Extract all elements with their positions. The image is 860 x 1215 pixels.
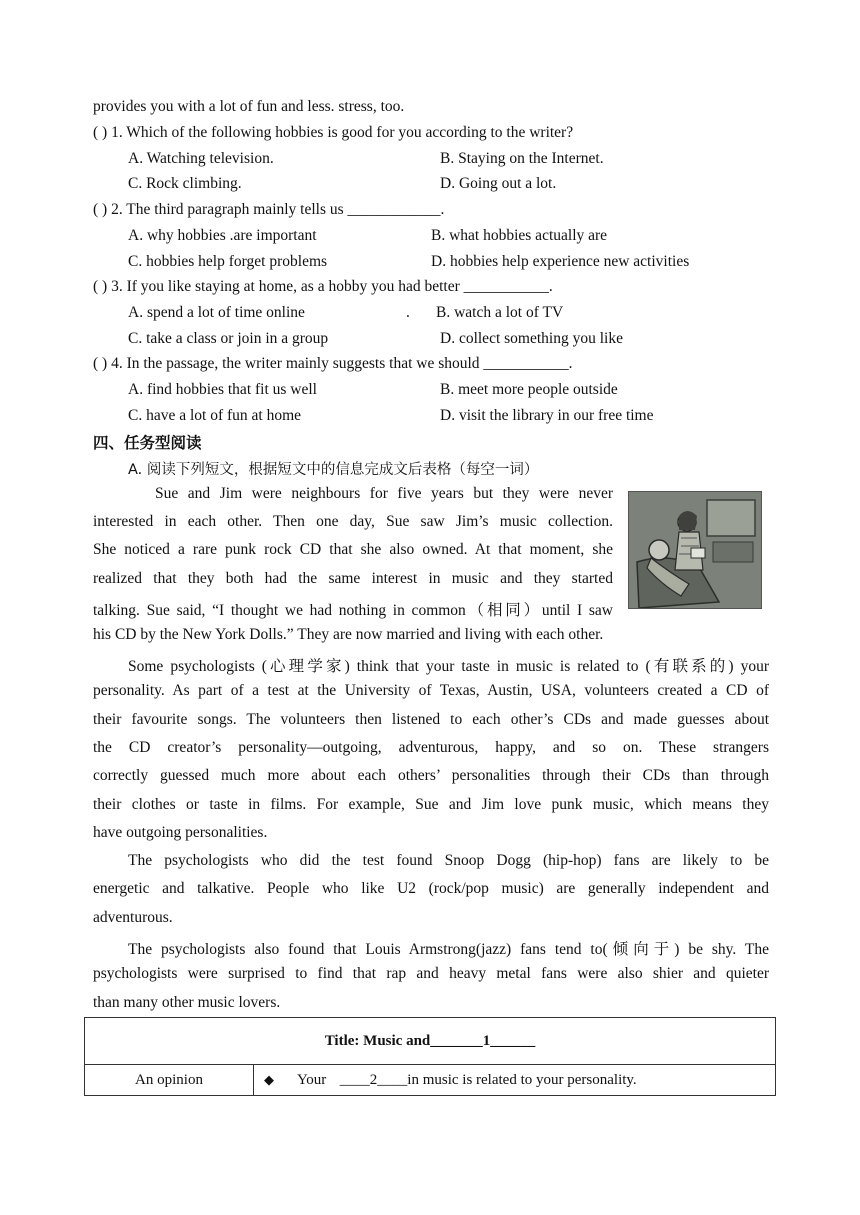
table-title xyxy=(85,1018,776,1065)
question-stem: ( ) 3. If you like staying at home, as a hobby you had better ___________. xyxy=(93,278,553,295)
option-a: A. spend a lot of time online xyxy=(128,304,305,321)
task-table xyxy=(84,1017,776,1096)
option-b: B. watch a lot of TV xyxy=(436,304,564,321)
option-b: B. what hobbies actually are xyxy=(431,227,608,244)
row-text-before: Your xyxy=(296,1071,327,1088)
passage-line: Sue and Jim were neighbours for five years but they were never xyxy=(155,485,613,502)
bullet-icon: ◆ xyxy=(264,1072,274,1088)
option-d: D. Going out a lot. xyxy=(440,175,557,192)
blank-1: _______1______ xyxy=(430,1032,536,1049)
question-stem: ( ) 4. In the passage, the writer mainly suggests that we should ___________. xyxy=(93,355,573,372)
passage-line: adventurous. xyxy=(93,909,173,926)
question-stem: ( ) 1. Which of the following hobbies is good for you according to the writer? xyxy=(93,124,574,141)
question-stem: ( ) 2. The third paragraph mainly tells us ____________. xyxy=(93,201,445,218)
stray-mark: . xyxy=(406,304,410,321)
passage-line: Some psychologists (心理学家) think that your taste in music is related to (有联系的) your xyxy=(128,658,769,675)
passage-line: correctly guessed much more about each others’ personalities through their CDs than through xyxy=(93,767,769,784)
option-c: C. have a lot of fun at home xyxy=(128,407,302,424)
option-c: C. take a class or join in a group xyxy=(128,330,329,347)
passage-line: She noticed a rare punk rock CD that she also owned. At that moment, she xyxy=(93,541,613,558)
intro-tail: provides you with a lot of fun and less. stress, too. xyxy=(93,98,405,115)
passage-line: realized that they both had the same interest in music and they started xyxy=(93,570,613,587)
blank-2: ____2____ xyxy=(339,1071,408,1088)
passage-line: have outgoing personalities. xyxy=(93,824,268,841)
passage-line: than many other music lovers. xyxy=(93,994,281,1011)
passage-line: their favourite songs. The volunteers then listened to each other’s CDs and made guesses about xyxy=(93,711,769,728)
section-title: 四、任务型阅读 xyxy=(93,434,202,452)
passage-line: The psychologists also found that Louis Armstrong(jazz) fans tend to(倾向于) be shy. The xyxy=(128,941,769,958)
option-d: D. hobbies help experience new activities xyxy=(431,253,690,270)
option-c: C. Rock climbing. xyxy=(128,175,242,192)
option-d: D. visit the library in our free time xyxy=(440,407,654,424)
option-a: A. find hobbies that fit us well xyxy=(128,381,317,398)
row-content-cell xyxy=(254,1065,776,1096)
option-c: C. hobbies help forget problems xyxy=(128,253,328,270)
passage-line: talking. Sue said, “I thought we had nothing in common（相同）until I saw xyxy=(93,602,613,619)
option-a: A. Watching television. xyxy=(128,150,274,167)
row-label-cell xyxy=(85,1065,254,1096)
option-a: A. why hobbies .are important xyxy=(128,227,317,244)
option-d: D. collect something you like xyxy=(440,330,623,347)
passage-line: their clothes or taste in films. For example, Sue and Jim love punk music, which means they xyxy=(93,796,769,813)
illustration-image xyxy=(628,491,762,609)
table-title-prefix: Title: Music and xyxy=(324,1032,431,1049)
passage-line: his CD by the New York Dolls.” They are now married and living with each other. xyxy=(93,626,604,643)
passage-line: The psychologists who did the test found Snoop Dogg (hip-hop) fans are likely to be xyxy=(128,852,769,869)
row-text-after: in music is related to your personality. xyxy=(407,1071,637,1088)
passage-line: psychologists were surprised to find that rap and heavy metal fans were also shier and quieter xyxy=(93,965,769,982)
passage-line: personality. As part of a test at the University of Texas, Austin, USA, volunteers created a CD of xyxy=(93,682,769,699)
passage-line: energetic and talkative. People who like U2 (rock/pop music) are generally independent and xyxy=(93,880,769,897)
option-b: B. meet more people outside xyxy=(440,381,618,398)
section-instruction: A. 阅读下列短文，根据短文中的信息完成文后表格（每空一词） xyxy=(128,462,539,478)
option-b: B. Staying on the Internet. xyxy=(440,150,604,167)
passage-line: the CD creator’s personality—outgoing, adventurous, happy, and so on. These strangers xyxy=(93,739,769,756)
row-label: An opinion xyxy=(135,1071,203,1088)
passage-line: interested in each other. Then one day, Sue saw Jim’s music collection. xyxy=(93,513,613,530)
